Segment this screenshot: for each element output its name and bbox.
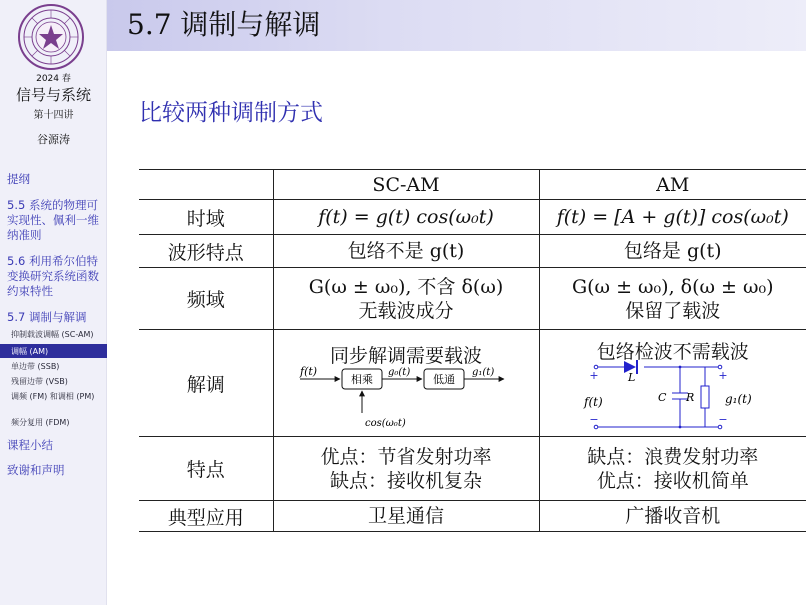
output-minus: − bbox=[717, 412, 728, 426]
sync-demod-block-diagram bbox=[274, 331, 540, 436]
nav-sub-ssb[interactable]: 单边带 (SSB) bbox=[11, 362, 60, 371]
am-feat-line-1: 缺点：浪费发射功率 bbox=[587, 445, 759, 468]
input-minus: − bbox=[588, 412, 599, 426]
nav-sub-fdm[interactable]: 频分复用 (FDM) bbox=[11, 418, 70, 427]
diagram-input-label: f(t) bbox=[299, 364, 317, 378]
nav-sub-vsb[interactable]: 残留边带 (VSB) bbox=[11, 377, 68, 386]
carrier-label: cos(ω₀t) bbox=[364, 417, 406, 429]
nav-summary[interactable]: 课程小结 bbox=[7, 438, 53, 452]
input-plus: + bbox=[588, 368, 599, 382]
table-row bbox=[139, 200, 806, 235]
inductor-label: L bbox=[627, 370, 635, 384]
scam-freq-line-2: 无载波成分 bbox=[358, 299, 454, 322]
lecture-number: 第十四讲 bbox=[33, 110, 74, 121]
cell-am-time: f(t) = [A + g(t)] cos(ω₀t) bbox=[539, 200, 806, 235]
output-plus: + bbox=[717, 368, 728, 382]
cell-am-wave: 包络是 g(t) bbox=[539, 235, 806, 268]
course-title: 信号与系统 bbox=[15, 86, 91, 104]
circuit-output-label: g₁(t) bbox=[724, 391, 752, 406]
university-logo-icon bbox=[17, 3, 85, 71]
row-label-freq: 频域 bbox=[139, 268, 273, 330]
scam-freq-line-1: G(ω ± ω₀), 不含 δ(ω) bbox=[308, 275, 504, 298]
header-corner bbox=[139, 170, 273, 200]
frame-title: 5.7 调制与解调 bbox=[127, 8, 321, 41]
row-label-demod: 解调 bbox=[139, 330, 273, 437]
sidebar bbox=[0, 0, 107, 605]
diagram-mid-label: g₀(t) bbox=[387, 366, 410, 378]
author-name: 谷源涛 bbox=[37, 133, 70, 146]
row-label-wave: 波形特点 bbox=[139, 235, 273, 268]
cell-am-freq bbox=[539, 268, 806, 330]
frame-header bbox=[107, 0, 806, 51]
nav-thanks[interactable]: 致谢和声明 bbox=[7, 463, 65, 477]
cell-am-demod bbox=[539, 330, 806, 437]
am-freq-line-1: G(ω ± ω₀), δ(ω ± ω₀) bbox=[571, 275, 774, 298]
row-label-app: 典型应用 bbox=[139, 501, 273, 532]
header-am: AM bbox=[539, 170, 806, 200]
scam-feat-line-1: 优点：节省发射功率 bbox=[320, 445, 492, 468]
table-row bbox=[139, 235, 806, 268]
cell-scam-app: 卫星通信 bbox=[273, 501, 539, 532]
diagram-output-label: g₁(t) bbox=[471, 366, 494, 378]
resistor-label: R bbox=[685, 390, 694, 404]
scam-demod-caption: 同步解调需要载波 bbox=[329, 344, 482, 367]
am-feat-line-2: 优点：接收机简单 bbox=[596, 469, 749, 492]
nav-section-5-7[interactable]: 5.7 调制与解调 bbox=[7, 310, 87, 324]
row-label-time: 时域 bbox=[139, 200, 273, 235]
cell-am-feat bbox=[539, 437, 806, 501]
slide-heading: 比较两种调制方式 bbox=[139, 100, 323, 126]
resistor bbox=[701, 386, 709, 408]
scam-feat-line-2: 缺点：接收机复杂 bbox=[329, 469, 482, 492]
cell-scam-time: f(t) = g(t) cos(ω₀t) bbox=[273, 200, 539, 235]
multiplier-label: 相乘 bbox=[350, 372, 373, 386]
nav-section-5-6[interactable]: 5.6 利用希尔伯特变换研究系统函数约束特性 bbox=[7, 254, 99, 298]
table-row bbox=[139, 268, 806, 330]
cell-scam-wave: 包络不是 g(t) bbox=[273, 235, 539, 268]
table-row bbox=[139, 437, 806, 501]
am-freq-line-2: 保留了载波 bbox=[625, 299, 721, 322]
nav-section-5-5[interactable]: 5.5 系统的物理可实现性、佩利一维纳准则 bbox=[7, 198, 99, 242]
am-demod-caption: 包络检波不需载波 bbox=[596, 340, 749, 363]
table-row bbox=[139, 330, 806, 437]
nav-sub-fm-pm[interactable]: 调频 (FM) 和调相 (PM) bbox=[11, 392, 95, 401]
comparison-table bbox=[139, 169, 806, 532]
semester-label: 2024 春 bbox=[36, 74, 71, 84]
cell-scam-feat bbox=[273, 437, 539, 501]
nav-sub-am[interactable]: 调幅 (AM) bbox=[11, 347, 49, 356]
table-row bbox=[139, 501, 806, 532]
cell-scam-freq bbox=[273, 268, 539, 330]
table-header-row bbox=[139, 170, 806, 200]
capacitor-label: C bbox=[657, 390, 666, 404]
row-label-feat: 特点 bbox=[139, 437, 273, 501]
nav-sub-scam[interactable]: 抑制载波调幅 (SC-AM) bbox=[11, 330, 94, 339]
header-scam: SC-AM bbox=[273, 170, 539, 200]
cell-am-app: 广播收音机 bbox=[539, 501, 806, 532]
cell-scam-demod bbox=[273, 330, 539, 437]
envelope-detector-circuit bbox=[540, 331, 806, 436]
nav-outline[interactable]: 提纲 bbox=[7, 172, 30, 186]
lowpass-label: 低通 bbox=[432, 372, 455, 386]
circuit-input-label: f(t) bbox=[583, 394, 603, 409]
